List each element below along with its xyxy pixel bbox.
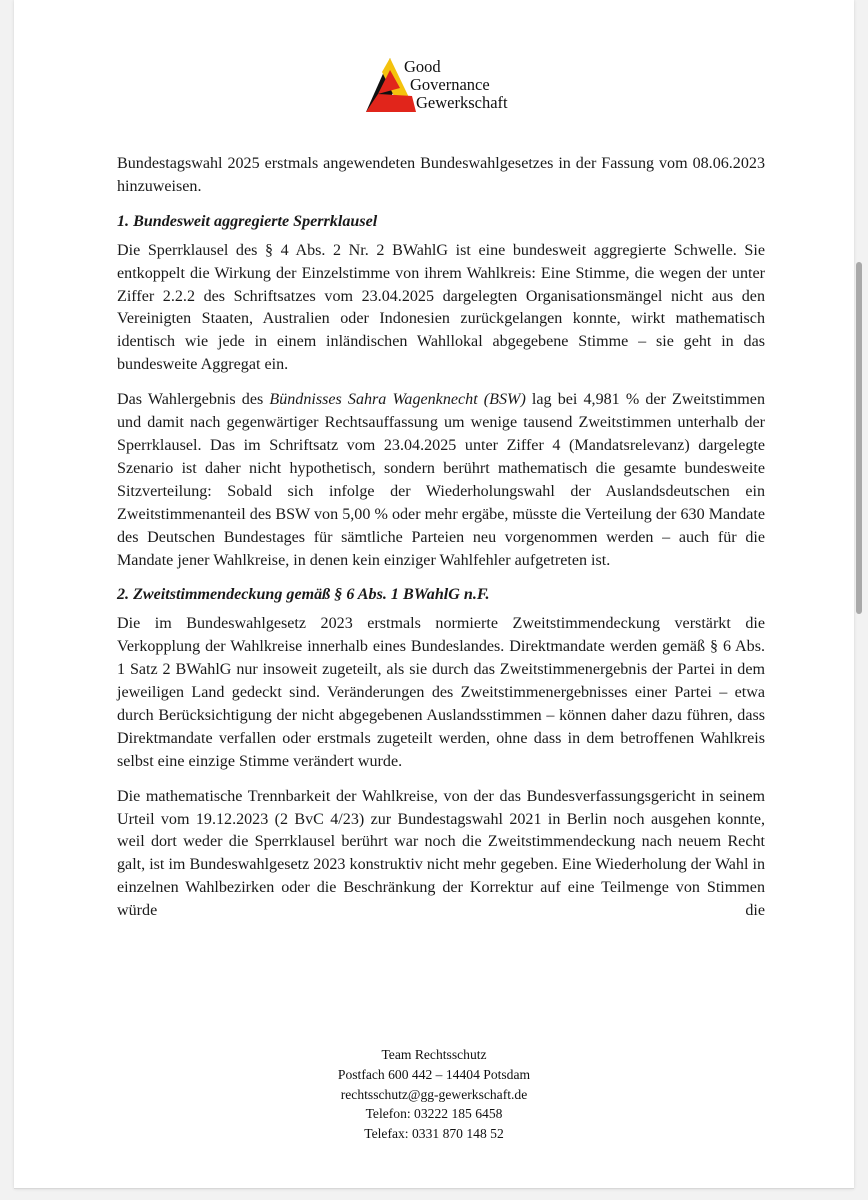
logo-line-governance: Governance xyxy=(410,75,490,94)
p2-text-after: lag bei 4,981 % der Zweitstimmen und damit nach gegenwärtiger Rechtsauffassung um wenige tausend Zweitstimmen unterhalb der Sperrklausel. Das im Schriftsatz vom 23.04.2025 unter Ziffer 4 (Mandatsrelevanz) dargelegte Szenario ist daher nicht hypothetisch, sondern berührt mathematisch die gesamte bundesweite Sitzverteilung: Sobald sich infolge der Wiederholungswahl der Auslandsdeutschen ein Zweitstimmenanteil des BSW von 5,00 % oder mehr ergäbe, müsste die Verteilung der 630 Mandate des Deutschen Bundestages für sämtliche Parteien neu vorgenommen werden – auch für die Mandate jener Wahlkreise, in denen kein einziger Wahlfehler aufgetreten ist. xyxy=(117,391,765,569)
section-1-paragraph-1: Die Sperrklausel des § 4 Abs. 2 Nr. 2 BWahlG ist eine bundesweit aggregierte Schwelle. Sie entkoppelt die Wirkung der Einzelstimme von ihrem Wahlkreis: Eine Stimme, die wegen der unter Ziffer 2.2.2 des Schriftsatzes vom 23.04.2025 dargelegten Organisationsmängel nicht aus den Vereinigten Staaten, Australien oder Indonesien zurückgelangen konnte, wirkt mathematisch identisch wie jede in einem inländischen Wahllokal abgegebene Stimme – sie geht in das bundesweite Aggregat ein. xyxy=(117,241,765,374)
p2-text-before: Das Wahlergebnis des xyxy=(117,391,270,409)
intro-paragraph: Bundestagswahl 2025 erstmals angewendeten Bundeswahlgesetzes in der Fassung vom 08.06.2023 hinzuweisen. xyxy=(117,155,765,195)
section-1-paragraph-2 xyxy=(117,389,765,572)
footer-team: Team Rechtsschutz xyxy=(381,1047,487,1062)
document-page xyxy=(14,0,854,1189)
vertical-scrollbar[interactable] xyxy=(856,262,862,614)
p2-party-name: Bündnisses Sahra Wagenknecht (BSW) xyxy=(269,391,526,409)
logo-line-good: Good xyxy=(404,57,441,76)
logo-wordmark xyxy=(402,58,508,112)
footer-address: Postfach 600 442 – 14404 Potsdam xyxy=(337,1066,531,1082)
footer-email: rechtsschutz@gg-gewerkschaft.de xyxy=(340,1086,528,1102)
footer-fax: Telefax: 0331 870 148 52 xyxy=(364,1126,504,1142)
footer-phone: Telefon: 03222 185 6458 xyxy=(365,1106,503,1122)
organization-logo xyxy=(360,58,560,120)
logo-line-gewerkschaft: Gewerkschaft xyxy=(416,93,508,112)
letterhead-footer xyxy=(14,1045,854,1144)
section-1-heading: 1. Bundesweit aggregierte Sperrklausel xyxy=(117,212,378,230)
section-2-paragraph-1: Die im Bundeswahlgesetz 2023 erstmals normierte Zweitstimmendeckung verstärkt die Verkopplung der Wahlkreise innerhalb eines Bundeslandes. Direktmandate werden gemäß § 6 Abs. 1 Satz 2 BWahlG nur insoweit zugeteilt, als sie durch das Zweitstimmenergebnis der Partei in dem jeweiligen Land gedeckt sind. Veränderungen des Zweitstimmenergebnisses einer Partei – etwa durch Berücksichtigung der nicht abgegebenen Auslandsstimmen – können daher dazu führen, dass Direktmandate verfallen oder erstmals zugeteilt werden, ohne dass in dem betroffenen Wahlkreis selbst eine einzige Stimme verändert wurde. xyxy=(117,615,765,770)
document-body xyxy=(117,153,765,935)
section-2-heading: 2. Zweitstimmendeckung gemäß § 6 Abs. 1 BWahlG n.F. xyxy=(117,586,490,604)
section-2-paragraph-2: Die mathematische Trennbarkeit der Wahlkreise, von der das Bundesverfassungsgericht in seinem Urteil vom 19.12.2023 (2 BvC 4/23) zur Bundestagswahl 2021 in Berlin noch ausgehen konnte, weil dort weder die Sperrklausel berührt war noch die Zweitstimmendeckung nach neuem Recht galt, ist im Bundeswahlgesetz 2023 konstruktiv nicht mehr gegeben. Eine Wiederholung der Wahl in einzelnen Wahlbezirken oder die Beschränkung der Korrektur auf eine Teilmenge von Stimmen würde die xyxy=(117,787,765,920)
